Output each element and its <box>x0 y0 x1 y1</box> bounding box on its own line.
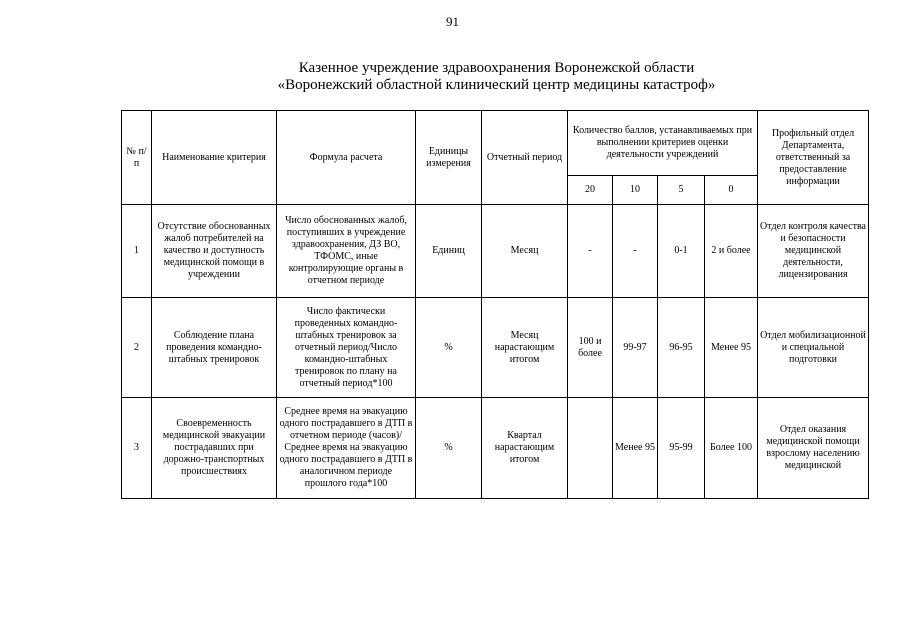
row-name: Соблюдение плана проведения командно-штабных тренировок <box>152 298 277 398</box>
header-points-5: 5 <box>658 176 705 205</box>
row-period: Месяц <box>482 205 568 298</box>
row-department: Отдел мобилизационной и специальной подготовки <box>758 298 869 398</box>
row-name: Своевременность медицинской эвакуации пострадавших при дорожно-транспортных происшествиях <box>152 398 277 499</box>
row-num: 1 <box>122 205 152 298</box>
row-points-10: 99-97 <box>613 298 658 398</box>
title-line-1: Казенное учреждение здравоохранения Воронежской области <box>298 60 695 76</box>
header-num: № п/п <box>122 111 152 205</box>
header-points-10: 10 <box>613 176 658 205</box>
header-points: Количество баллов, устанавливаемых при выполнении критериев оценки деятельности учреждений <box>568 111 758 176</box>
header-period: Отчетный период <box>482 111 568 205</box>
header-units: Единицы измерения <box>416 111 482 205</box>
row-units: Единиц <box>416 205 482 298</box>
row-points-20 <box>568 398 613 499</box>
row-points-10: Менее 95 <box>613 398 658 499</box>
row-department: Отдел контроля качества и безопасности медицинской деятельности, лицензирования <box>758 205 869 298</box>
title-line-2: «Воронежский областной клинический центр медицины катастроф» <box>277 77 716 93</box>
row-points-10: - <box>613 205 658 298</box>
row-name: Отсутствие обоснованных жалоб потребителей на качество и доступность медицинской помощи в учреждении <box>152 205 277 298</box>
row-department: Отдел оказания медицинской помощи взрослому населению медицинской <box>758 398 869 499</box>
table-header-row <box>122 111 869 176</box>
row-num: 3 <box>122 398 152 499</box>
row-period: Месяц нарастающим итогом <box>482 298 568 398</box>
table-row <box>122 398 869 499</box>
row-points-5: 95-99 <box>658 398 705 499</box>
criteria-table <box>121 110 869 499</box>
document-title <box>0 60 905 94</box>
row-formula: Число обоснованных жалоб, поступивших в учреждение здравоохранения, ДЗ ВО, ТФОМС, иные контролирующие органы в отчетном периоде <box>277 205 416 298</box>
header-points-0: 0 <box>705 176 758 205</box>
row-period: Квартал нарастающим итогом <box>482 398 568 499</box>
page-number: 91 <box>446 14 459 29</box>
row-points-0: Более 100 <box>705 398 758 499</box>
row-points-0: 2 и более <box>705 205 758 298</box>
row-points-20: 100 и более <box>568 298 613 398</box>
header-formula: Формула расчета <box>277 111 416 205</box>
row-units: % <box>416 398 482 499</box>
row-formula: Среднее время на эвакуацию одного пострадавшего в ДТП в отчетном периоде (часов)/Среднее время на эвакуацию одного пострадавшего в ДТП в аналогичном периоде прошлого года*100 <box>277 398 416 499</box>
row-points-5: 96-95 <box>658 298 705 398</box>
row-points-20: - <box>568 205 613 298</box>
row-formula: Число фактически проведенных командно-штабных тренировок за отчетный период/Число командно-штабных тренировок по плану на отчетный период*100 <box>277 298 416 398</box>
row-points-0: Менее 95 <box>705 298 758 398</box>
table-row <box>122 205 869 298</box>
row-points-5: 0-1 <box>658 205 705 298</box>
header-name: Наименование критерия <box>152 111 277 205</box>
header-points-20: 20 <box>568 176 613 205</box>
header-department: Профильный отдел Департамента, ответственный за предоставление информации <box>758 111 869 205</box>
row-units: % <box>416 298 482 398</box>
row-num: 2 <box>122 298 152 398</box>
table-row <box>122 298 869 398</box>
